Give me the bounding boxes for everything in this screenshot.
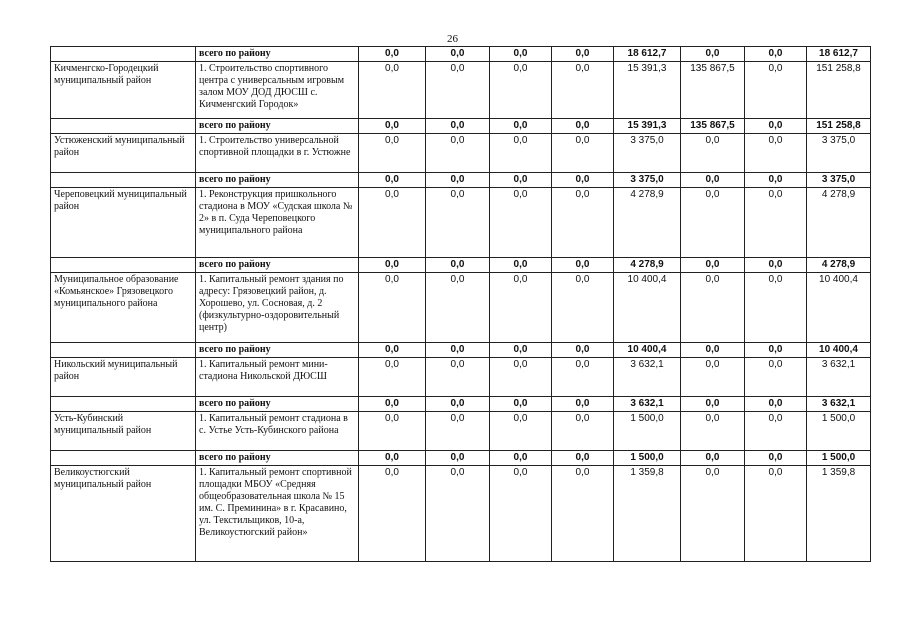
value-cell: 0,0	[681, 466, 745, 562]
value-cell: 0,0	[745, 343, 807, 358]
empty-cell	[51, 397, 196, 412]
district-name: Усть-Кубинский муниципальный район	[51, 412, 196, 451]
value-cell: 15 391,3	[614, 119, 681, 134]
value-cell: 1 359,8	[614, 466, 681, 562]
value-cell: 3 375,0	[807, 134, 871, 173]
value-cell: 0,0	[426, 466, 490, 562]
value-cell: 0,0	[681, 258, 745, 273]
value-cell: 10 400,4	[614, 343, 681, 358]
value-cell: 0,0	[490, 47, 552, 62]
district-row	[51, 466, 871, 562]
value-cell: 0,0	[552, 412, 614, 451]
value-cell: 0,0	[359, 134, 426, 173]
value-cell: 0,0	[745, 451, 807, 466]
value-cell: 0,0	[681, 412, 745, 451]
value-cell: 0,0	[426, 412, 490, 451]
value-cell: 15 391,3	[614, 62, 681, 119]
table-body	[51, 47, 871, 562]
value-cell: 1 500,0	[807, 451, 871, 466]
project-description: 1. Капитальный ремонт здания по адресу: Грязовецкий район, д. Хорошево, ул. Сосновая, д. 2 (физкультурно-оздоровительный центр)	[196, 273, 359, 343]
value-cell: 0,0	[426, 119, 490, 134]
total-row	[51, 343, 871, 358]
value-cell: 0,0	[552, 258, 614, 273]
value-cell: 0,0	[745, 358, 807, 397]
budget-table	[50, 46, 871, 562]
value-cell: 0,0	[745, 47, 807, 62]
value-cell: 0,0	[552, 397, 614, 412]
total-label: всего по району	[196, 173, 359, 188]
value-cell: 0,0	[745, 134, 807, 173]
total-label: всего по району	[196, 258, 359, 273]
value-cell: 0,0	[359, 62, 426, 119]
value-cell: 0,0	[359, 451, 426, 466]
value-cell: 1 359,8	[807, 466, 871, 562]
value-cell: 10 400,4	[807, 273, 871, 343]
value-cell: 0,0	[745, 466, 807, 562]
value-cell: 0,0	[552, 188, 614, 258]
value-cell: 0,0	[552, 62, 614, 119]
value-cell: 0,0	[681, 134, 745, 173]
value-cell: 0,0	[426, 134, 490, 173]
value-cell: 0,0	[426, 188, 490, 258]
total-row	[51, 47, 871, 62]
value-cell: 0,0	[426, 173, 490, 188]
value-cell: 0,0	[426, 47, 490, 62]
value-cell: 0,0	[745, 273, 807, 343]
value-cell: 0,0	[490, 273, 552, 343]
value-cell: 0,0	[552, 343, 614, 358]
value-cell: 0,0	[552, 466, 614, 562]
value-cell: 0,0	[426, 397, 490, 412]
value-cell: 0,0	[490, 134, 552, 173]
total-row	[51, 173, 871, 188]
value-cell: 0,0	[552, 47, 614, 62]
value-cell: 0,0	[490, 412, 552, 451]
district-name: Кичменгско-Городецкий муниципальный район	[51, 62, 196, 119]
value-cell: 1 500,0	[807, 412, 871, 451]
empty-cell	[51, 258, 196, 273]
total-row	[51, 397, 871, 412]
district-row	[51, 188, 871, 258]
value-cell: 0,0	[426, 358, 490, 397]
value-cell: 3 632,1	[807, 358, 871, 397]
empty-cell	[51, 47, 196, 62]
project-description: 1. Реконструкция пришкольного стадиона в МОУ «Судская школа № 2» в п. Суда Череповецкого муниципального района	[196, 188, 359, 258]
value-cell: 0,0	[359, 188, 426, 258]
value-cell: 0,0	[359, 466, 426, 562]
value-cell: 0,0	[426, 273, 490, 343]
value-cell: 0,0	[359, 273, 426, 343]
empty-cell	[51, 343, 196, 358]
value-cell: 0,0	[490, 397, 552, 412]
district-name: Никольский муниципальный район	[51, 358, 196, 397]
value-cell: 0,0	[552, 134, 614, 173]
value-cell: 10 400,4	[614, 273, 681, 343]
district-row	[51, 273, 871, 343]
district-name: Муниципальное образование «Комьянское» Грязовецкого муниципального района	[51, 273, 196, 343]
total-label: всего по району	[196, 397, 359, 412]
value-cell: 3 375,0	[614, 173, 681, 188]
district-row	[51, 62, 871, 119]
value-cell: 0,0	[681, 173, 745, 188]
value-cell: 0,0	[745, 173, 807, 188]
value-cell: 0,0	[552, 451, 614, 466]
district-row	[51, 412, 871, 451]
value-cell: 0,0	[681, 47, 745, 62]
value-cell: 0,0	[681, 397, 745, 412]
value-cell: 3 632,1	[614, 358, 681, 397]
value-cell: 0,0	[745, 119, 807, 134]
value-cell: 0,0	[490, 358, 552, 397]
empty-cell	[51, 173, 196, 188]
value-cell: 0,0	[426, 451, 490, 466]
value-cell: 0,0	[359, 412, 426, 451]
value-cell: 3 632,1	[614, 397, 681, 412]
empty-cell	[51, 451, 196, 466]
value-cell: 135 867,5	[681, 62, 745, 119]
value-cell: 0,0	[552, 173, 614, 188]
value-cell: 0,0	[426, 62, 490, 119]
project-description: 1. Строительство универсальной спортивной площадки в г. Устюжне	[196, 134, 359, 173]
district-name: Великоустюгский муниципальный район	[51, 466, 196, 562]
district-name: Череповецкий муниципальный район	[51, 188, 196, 258]
value-cell: 0,0	[681, 273, 745, 343]
value-cell: 0,0	[490, 173, 552, 188]
value-cell: 4 278,9	[614, 258, 681, 273]
value-cell: 18 612,7	[614, 47, 681, 62]
total-row	[51, 258, 871, 273]
total-label: всего по району	[196, 343, 359, 358]
value-cell: 0,0	[426, 258, 490, 273]
value-cell: 0,0	[681, 188, 745, 258]
project-description: 1. Строительство спортивного центра с универсальным игровым залом МОУ ДОД ДЮСШ с. Кичменгский Городок»	[196, 62, 359, 119]
empty-cell	[51, 119, 196, 134]
value-cell: 0,0	[359, 119, 426, 134]
page-number: 26	[447, 33, 458, 45]
district-row	[51, 134, 871, 173]
value-cell: 0,0	[359, 47, 426, 62]
value-cell: 4 278,9	[807, 258, 871, 273]
value-cell: 0,0	[681, 451, 745, 466]
total-label: всего по району	[196, 47, 359, 62]
value-cell: 0,0	[745, 397, 807, 412]
value-cell: 0,0	[681, 358, 745, 397]
value-cell: 0,0	[490, 188, 552, 258]
value-cell: 0,0	[359, 258, 426, 273]
value-cell: 0,0	[552, 119, 614, 134]
district-name: Устюженский муниципальный район	[51, 134, 196, 173]
value-cell: 0,0	[745, 188, 807, 258]
value-cell: 151 258,8	[807, 119, 871, 134]
value-cell: 0,0	[745, 62, 807, 119]
value-cell: 0,0	[681, 343, 745, 358]
value-cell: 0,0	[490, 62, 552, 119]
value-cell: 3 375,0	[807, 173, 871, 188]
value-cell: 0,0	[745, 412, 807, 451]
value-cell: 0,0	[359, 343, 426, 358]
value-cell: 0,0	[359, 173, 426, 188]
value-cell: 0,0	[745, 258, 807, 273]
district-row	[51, 358, 871, 397]
value-cell: 0,0	[490, 258, 552, 273]
value-cell: 0,0	[552, 273, 614, 343]
value-cell: 1 500,0	[614, 412, 681, 451]
value-cell: 0,0	[359, 397, 426, 412]
value-cell: 151 258,8	[807, 62, 871, 119]
value-cell: 0,0	[490, 119, 552, 134]
total-row	[51, 119, 871, 134]
project-description: 1. Капитальный ремонт спортивной площадки МБОУ «Средняя общеобразовательная школа № 15 им. С. Преминина» в г. Красавино, ул. Текстильщиков, 10-а, Великоустюгский район»	[196, 466, 359, 562]
value-cell: 18 612,7	[807, 47, 871, 62]
value-cell: 0,0	[490, 451, 552, 466]
value-cell: 0,0	[490, 343, 552, 358]
total-label: всего по району	[196, 119, 359, 134]
total-row	[51, 451, 871, 466]
value-cell: 3 375,0	[614, 134, 681, 173]
value-cell: 0,0	[490, 466, 552, 562]
total-label: всего по району	[196, 451, 359, 466]
project-description: 1. Капитальный ремонт стадиона в с. Устье Усть-Кубинского района	[196, 412, 359, 451]
value-cell: 135 867,5	[681, 119, 745, 134]
value-cell: 0,0	[552, 358, 614, 397]
value-cell: 0,0	[426, 343, 490, 358]
value-cell: 10 400,4	[807, 343, 871, 358]
value-cell: 3 632,1	[807, 397, 871, 412]
project-description: 1. Капитальный ремонт мини-стадиона Никольской ДЮСШ	[196, 358, 359, 397]
value-cell: 4 278,9	[807, 188, 871, 258]
value-cell: 0,0	[359, 358, 426, 397]
value-cell: 4 278,9	[614, 188, 681, 258]
value-cell: 1 500,0	[614, 451, 681, 466]
